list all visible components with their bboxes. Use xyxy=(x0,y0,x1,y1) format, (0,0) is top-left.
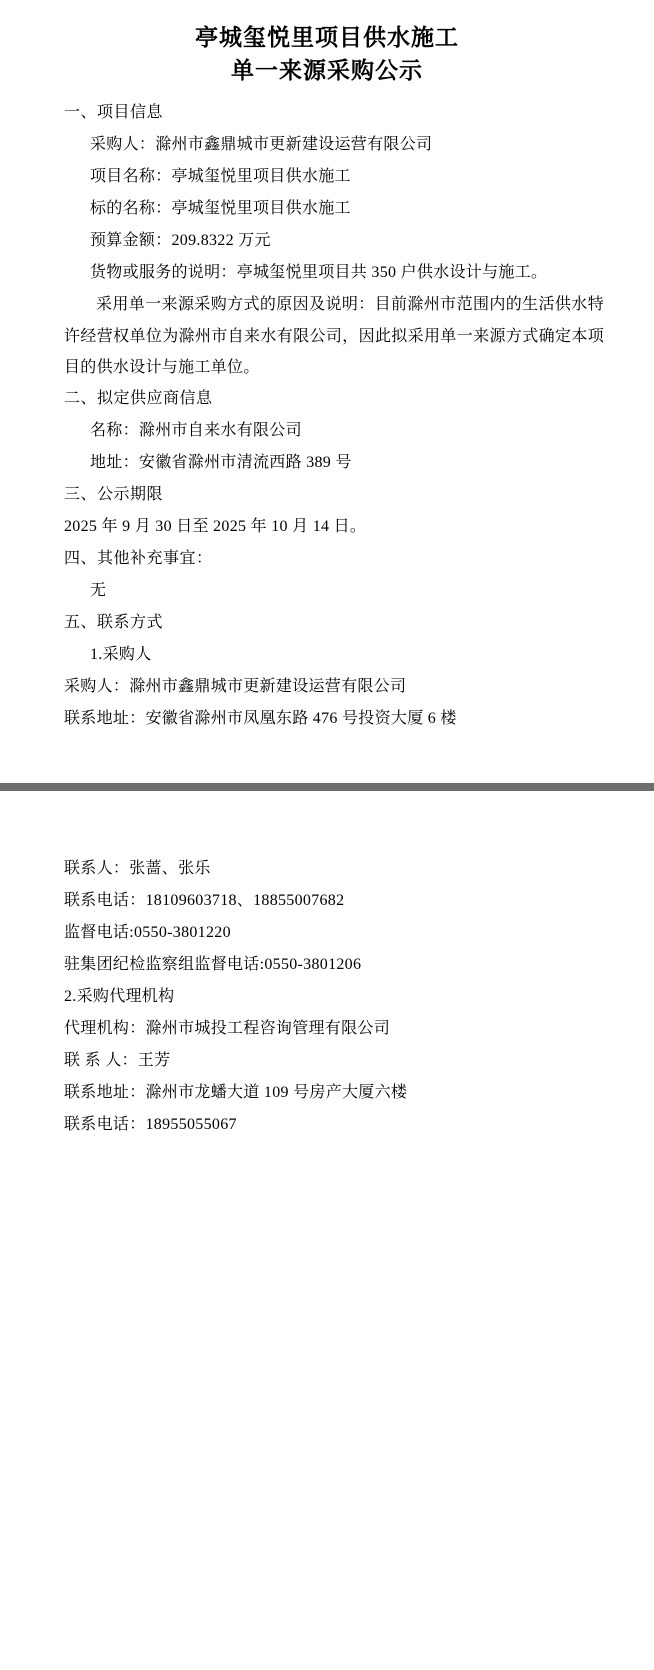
section-5-item-3: 联系地址：安徽省滁州市凤凰东路 476 号投资大厦 6 楼 xyxy=(64,709,457,727)
pre-break-space xyxy=(0,735,654,783)
section-2-item-2: 地址：安徽省滁州市清流西路 389 号 xyxy=(90,453,352,471)
section-1-item-1: 采购人：滁州市鑫鼎城市更新建设运营有限公司 xyxy=(90,136,433,154)
supervision-phone: 监督电话:0550-3801220 xyxy=(64,923,231,941)
section-5-item-2: 采购人：滁州市鑫鼎城市更新建设运营有限公司 xyxy=(64,677,407,695)
section-heading-3: 三、公示期限 xyxy=(64,485,164,503)
section-1-item-2: 项目名称：亭城玺悦里项目供水施工 xyxy=(90,168,351,186)
section-1-item-3: 标的名称：亭城玺悦里项目供水施工 xyxy=(90,200,351,218)
page-title xyxy=(0,0,654,97)
document-body xyxy=(0,97,654,735)
section-heading-4: 四、其他补充事宜： xyxy=(64,549,213,567)
section-4-item-1: 无 xyxy=(90,581,107,599)
discipline-supervision-phone: 驻集团纪检监察组监督电话:0550-3801206 xyxy=(64,955,362,973)
title-line-1: 亭城玺悦里项目供水施工 xyxy=(195,25,459,50)
section-2-item-1: 名称：滁州市自来水有限公司 xyxy=(90,421,302,439)
section-heading-5: 五、联系方式 xyxy=(64,613,164,631)
agency-name: 代理机构：滁州市城投工程咨询管理有限公司 xyxy=(64,1019,391,1037)
contact-phone: 联系电话：18109603718、18855007682 xyxy=(64,891,345,909)
post-break-space xyxy=(0,791,654,853)
agency-contact-person: 联 系 人：王芳 xyxy=(64,1051,171,1069)
document-body-continued xyxy=(0,853,654,1141)
section-heading-1: 一、项目信息 xyxy=(64,104,164,122)
agency-address: 联系地址：滁州市龙蟠大道 109 号房产大厦六楼 xyxy=(64,1083,408,1101)
title-line-2: 单一来源采购公示 xyxy=(231,57,423,83)
agency-subheading: 2.采购代理机构 xyxy=(64,987,175,1005)
section-1-reason-paragraph: 采用单一来源采购方式的原因及说明：目前滁州市范围内的生活供水特许经营权单位为滁州市自来水有限公司，因此拟采用单一来源方式确定本项目的供水设计与施工单位。 xyxy=(64,296,604,376)
section-5-item-1: 1.采购人 xyxy=(90,645,152,663)
section-heading-2: 二、拟定供应商信息 xyxy=(64,389,213,407)
contact-person: 联系人：张蔷、张乐 xyxy=(64,859,211,877)
section-1-item-5: 货物或服务的说明：亭城玺悦里项目共 350 户供水设计与施工。 xyxy=(90,264,548,282)
bottom-space xyxy=(0,1141,654,1261)
section-3-item-1: 2025 年 9 月 30 日至 2025 年 10 月 14 日。 xyxy=(64,517,367,535)
agency-phone: 联系电话：18955055067 xyxy=(64,1115,237,1133)
section-1-item-4: 预算金额：209.8322 万元 xyxy=(90,232,271,250)
page-break-divider xyxy=(0,783,654,791)
